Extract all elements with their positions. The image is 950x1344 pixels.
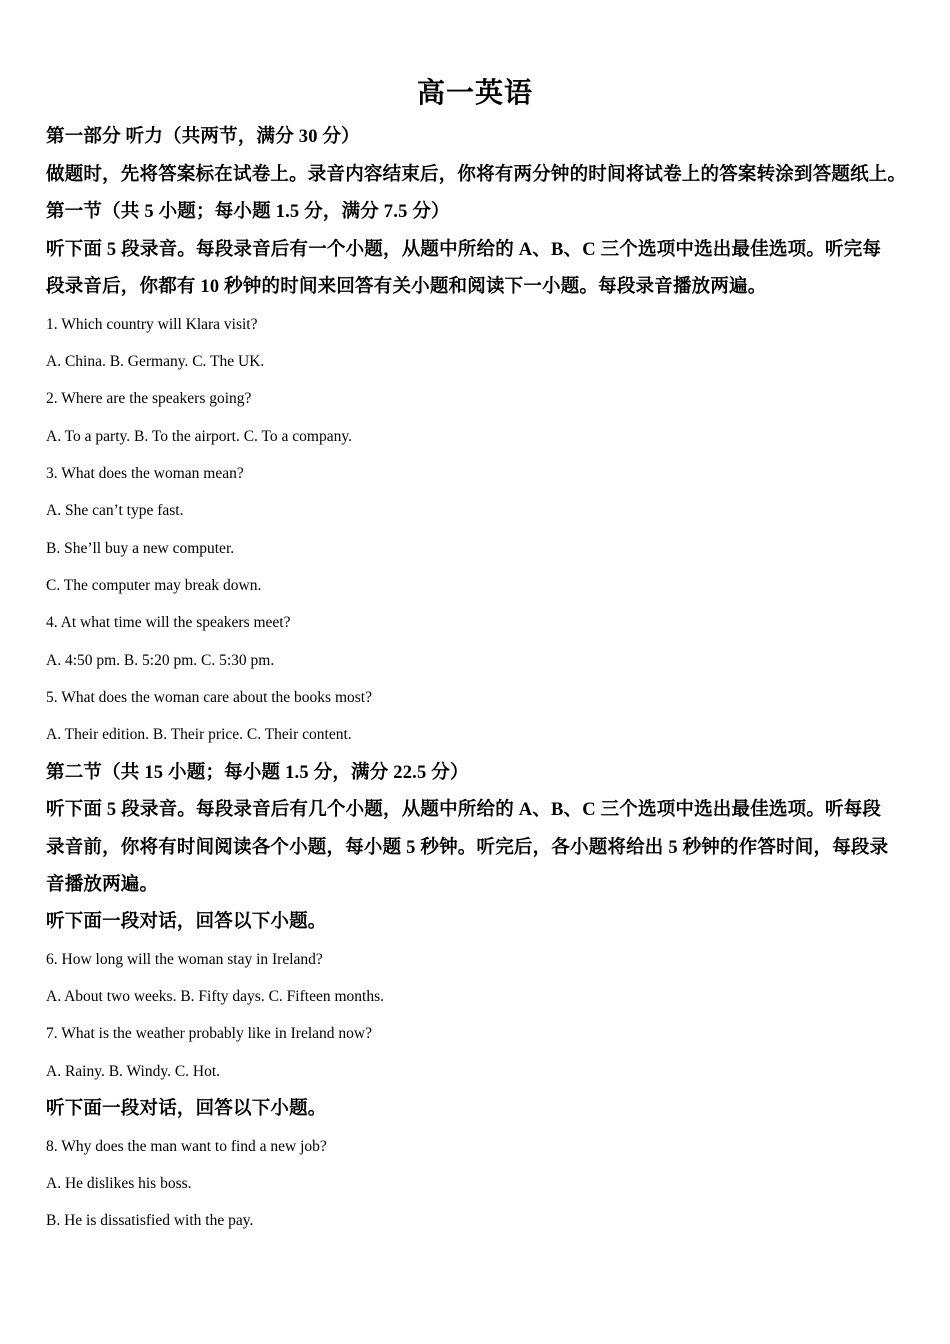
answer-option: B. He is dissatisfied with the pay. [46, 1212, 254, 1229]
answer-options: A. 4:50 pm. B. 5:20 pm. C. 5:30 pm. [46, 652, 275, 669]
instruction-text: 段录音后，你都有 10 秒钟的时间来回答有关小题和阅读下一小题。每段录音播放两遍。 [46, 277, 767, 297]
answer-option: B. She’ll buy a new computer. [46, 540, 235, 557]
question-text: 8. Why does the man want to find a new job? [46, 1138, 327, 1155]
section-heading: 第一节（共 5 小题；每小题 1.5 分，满分 7.5 分） [46, 202, 450, 222]
question-text: 7. What is the weather probably like in Ireland now? [46, 1025, 372, 1042]
question-text: 2. Where are the speakers going? [46, 390, 252, 407]
answer-option: C. The computer may break down. [46, 577, 262, 594]
dialogue-heading: 听下面一段对话，回答以下小题。 [46, 1099, 327, 1119]
question-text: 1. Which country will Klara visit? [46, 316, 258, 333]
page-title: 高一英语 [416, 78, 533, 109]
instruction-text: 听下面 5 段录音。每段录音后有一个小题，从题中所给的 A、B、C 三个选项中选出最佳选项。听完每 [46, 240, 882, 260]
question-text: 3. What does the woman mean? [46, 465, 244, 482]
answer-options: A. About two weeks. B. Fifty days. C. Fifteen months. [46, 988, 384, 1005]
question-text: 4. At what time will the speakers meet? [46, 614, 291, 631]
instruction-text: 做题时，先将答案标在试卷上。录音内容结束后，你将有两分钟的时间将试卷上的答案转涂到答题纸上。 [46, 165, 907, 185]
dialogue-heading: 听下面一段对话，回答以下小题。 [46, 912, 327, 932]
answer-option: A. She can’t type fast. [46, 502, 184, 519]
answer-options: A. Rainy. B. Windy. C. Hot. [46, 1063, 221, 1080]
part-heading: 第一部分 听力（共两节，满分 30 分） [46, 127, 360, 147]
answer-options: A. To a party. B. To the airport. C. To a company. [46, 428, 352, 445]
question-text: 5. What does the woman care about the books most? [46, 689, 372, 706]
instruction-text: 录音前，你将有时间阅读各个小题，每小题 5 秒钟。听完后，各小题将给出 5 秒钟的作答时间，每段录 [46, 838, 889, 858]
answer-options: A. China. B. Germany. C. The UK. [46, 353, 265, 370]
answer-option: A. He dislikes his boss. [46, 1175, 192, 1192]
answer-options: A. Their edition. B. Their price. C. Their content. [46, 726, 352, 743]
question-text: 6. How long will the woman stay in Ireland? [46, 951, 323, 968]
instruction-text: 听下面 5 段录音。每段录音后有几个小题，从题中所给的 A、B、C 三个选项中选出最佳选项。听每段 [46, 800, 882, 820]
section-heading: 第二节（共 15 小题；每小题 1.5 分，满分 22.5 分） [46, 763, 469, 783]
instruction-text: 音播放两遍。 [46, 875, 159, 895]
